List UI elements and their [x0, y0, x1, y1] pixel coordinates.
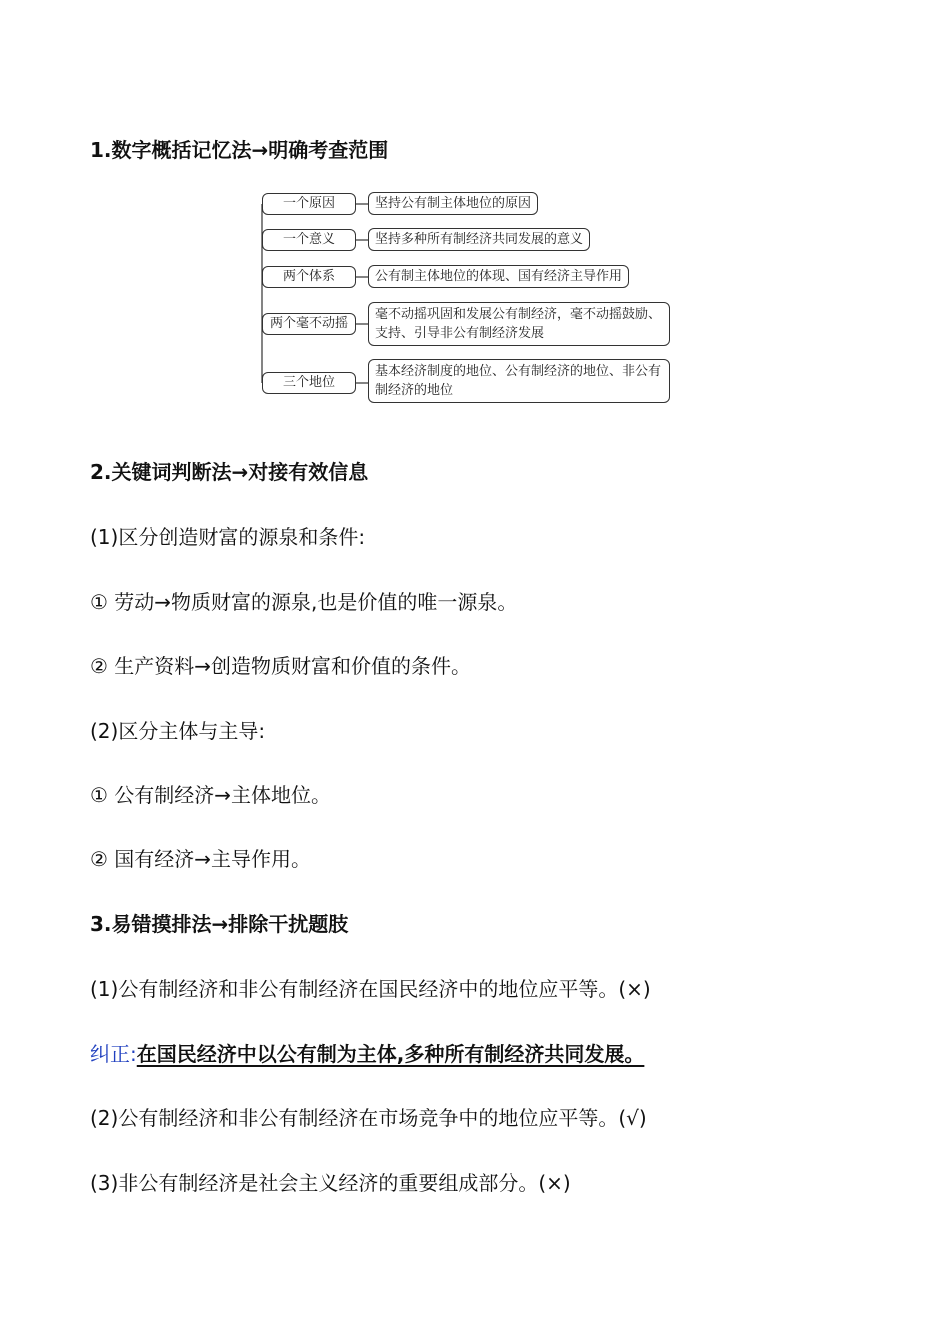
- correction-text: 在国民经济中以公有制为主体,多种所有制经济共同发展。: [136, 1042, 645, 1066]
- section2-line-3: ② 生产资料→创造物质财富和价值的条件。: [90, 654, 472, 678]
- section2-line-6: ② 国有经济→主导作用。: [90, 847, 312, 871]
- section3-item-2: (2)公有制经济和非公有制经济在市场竞争中的地位应平等。(√): [90, 1106, 647, 1130]
- section1-heading: 1.数字概括记忆法→明确考查范围: [90, 138, 389, 162]
- section3-item-1: (1)公有制经济和非公有制经济在国民经济中的地位应平等。(×): [90, 977, 651, 1001]
- diagram-desc-systems: 公有制主体地位的体现、国有经济主导作用: [368, 265, 629, 288]
- diagram-node-systems: 两个体系: [262, 266, 356, 288]
- section2-line-5: ① 公有制经济→主体地位。: [90, 783, 332, 807]
- diagram-node-positions: 三个地位: [262, 372, 356, 394]
- section2-line-2: ① 劳动→物质财富的源泉,也是价值的唯一源泉。: [90, 590, 518, 614]
- diagram-desc-positions: 基本经济制度的地位、公有制经济的地位、非公有制经济的地位: [368, 359, 670, 403]
- section2-line-4: (2)区分主体与主导:: [90, 719, 266, 743]
- section2-heading: 2.关键词判断法→对接有效信息: [90, 460, 369, 484]
- diagram-node-unwavering: 两个毫不动摇: [262, 313, 356, 335]
- section2-line-1: (1)区分创造财富的源泉和条件:: [90, 525, 366, 549]
- correction-line: [90, 1040, 644, 1068]
- diagram-desc-meaning: 坚持多种所有制经济共同发展的意义: [368, 228, 590, 251]
- section3-heading: 3.易错摸排法→排除干扰题肢: [90, 912, 349, 936]
- diagram-desc-unwavering: 毫不动摇巩固和发展公有制经济，毫不动摇鼓励、支持、引导非公有制经济发展: [368, 302, 670, 346]
- diagram-node-reason: 一个原因: [262, 193, 356, 215]
- section3-item-3: (3)非公有制经济是社会主义经济的重要组成部分。(×): [90, 1171, 571, 1195]
- diagram-connectors: [0, 0, 950, 420]
- concept-diagram: [0, 0, 950, 420]
- diagram-node-meaning: 一个意义: [262, 229, 356, 251]
- correction-label: 纠正:: [90, 1042, 137, 1066]
- diagram-desc-reason: 坚持公有制主体地位的原因: [368, 192, 538, 215]
